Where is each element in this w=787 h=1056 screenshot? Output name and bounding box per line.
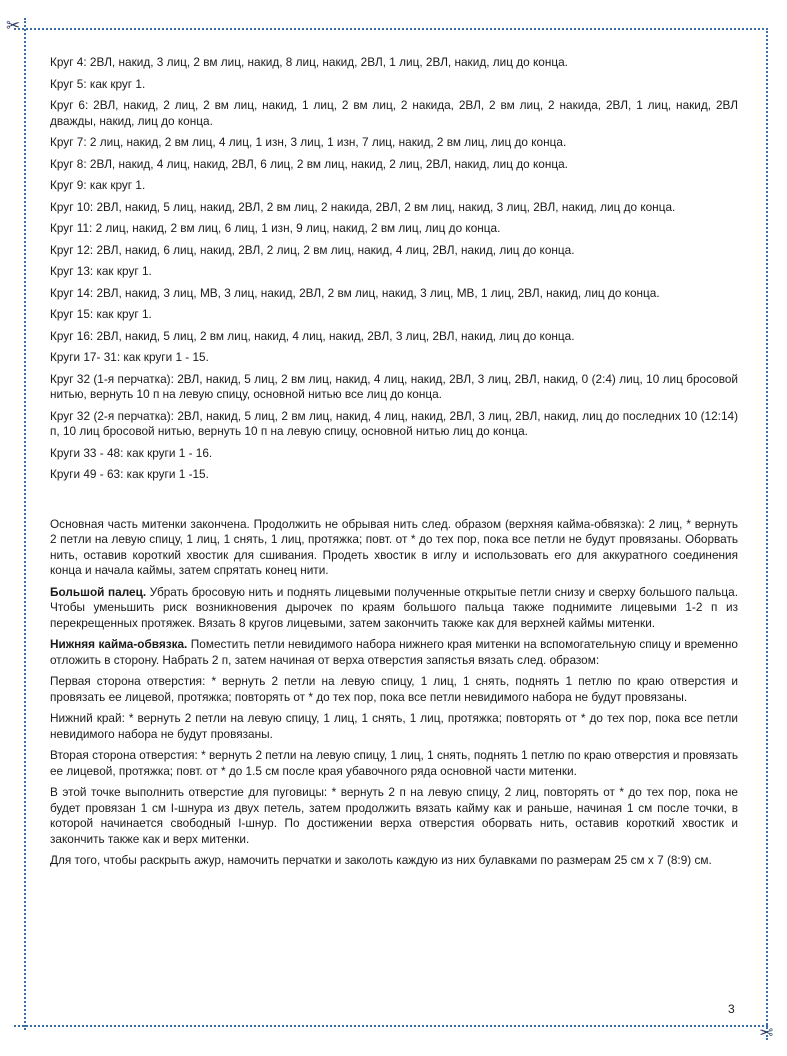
- round-line: Круг 13: как круг 1.: [50, 264, 152, 278]
- round-line: Круги 33 - 48: как круги 1 - 16.: [50, 445, 213, 460]
- round-line: Круг 14: 2ВЛ, накид, 3 лиц, МВ, 3 лиц, накид, 2ВЛ, 2 вм лиц, накид, 3 лиц, МВ, 1 лиц, 2ВЛ, накид, лиц до конца.: [50, 285, 660, 300]
- round-line: Круг 9: как круг 1.: [50, 178, 146, 192]
- button-hole-paragraph: В этой точке выполнить отверстие для пуговицы: * вернуть 2 п на левую спицу, 2 лиц, повторять от * до тех пор, пока не будет провязан 1 см I-шнура из двух петель, затем продолжить вязать кайму как и раньше, начиная 1 см после точки, в которой начинается свободный I-шнур. По достижении верха отверстия оборвать нить, оставив короткий хвостик и закончить также как и верх митенки.: [50, 785, 738, 846]
- spacer: [50, 489, 738, 517]
- scissors-icon: ✂: [759, 1021, 774, 1041]
- document-body: [50, 55, 738, 875]
- dotted-cut-line-top: [14, 28, 768, 30]
- dotted-cut-line-left: [24, 18, 26, 1030]
- scissors-icon: ✂: [6, 16, 21, 36]
- dotted-cut-line-right: [766, 28, 768, 1040]
- round-line: Круг 16: 2ВЛ, накид, 5 лиц, 2 вм лиц, накид, 4 лиц, накид, 2ВЛ, 3 лиц, 2ВЛ, накид, лиц до конца.: [50, 328, 575, 343]
- bottom-edge-text: Поместить петли невидимого набора нижнего края митенки на вспомогательную спицу и временно отложить в сторону. Набрать 2 п, затем начиная от верха отверстия запястья вязать след. образом:: [50, 637, 738, 667]
- first-side-paragraph: Первая сторона отверстия: * вернуть 2 петли на левую спицу, 1 лиц, 1 снять, поднять 1 петлю по краю отверстия и провязать ее лицевой, протяжка; повторять от * до тех пор, пока все петли невидимого набора не будут провязаны.: [50, 674, 738, 704]
- dotted-cut-line-bottom: [14, 1025, 768, 1027]
- bottom-edge-paragraph: [50, 637, 738, 668]
- main-part-paragraph: Основная часть митенки закончена. Продолжить не обрывая нить след. образом (верхняя кайма-обвязка): 2 лиц, * вернуть 2 петли на левую спицу, 1 лиц, 1 снять, 1 лиц, протяжка; повт. от * до тех пор, пока все петли не будут провязаны. Оборвать нить, оставив короткий хвостик для сшивания. Продеть хвостик в иглу и использовать его для аккуратного соединения конца и начала каймы, затем спрятать конец нити.: [50, 516, 738, 577]
- round-line: Круг 12: 2ВЛ, накид, 6 лиц, накид, 2ВЛ, 2 лиц, 2 вм лиц, накид, 4 лиц, 2ВЛ, накид, лиц до конца.: [50, 242, 575, 257]
- round-line: Круг 4: 2ВЛ, накид, 3 лиц, 2 вм лиц, накид, 8 лиц, накид, 2ВЛ, 1 лиц, 2ВЛ, накид, лиц до конца.: [50, 55, 568, 69]
- round-line: Круг 6: 2ВЛ, накид, 2 лиц, 2 вм лиц, накид, 1 лиц, 2 вм лиц, 2 накида, 2ВЛ, 2 вм лиц, 2 накида, 2ВЛ, 1 лиц, накид, 2ВЛ дважды, накид, лиц до конца.: [50, 98, 738, 128]
- page-number: 3: [728, 1002, 735, 1016]
- round-line: Круг 10: 2ВЛ, накид, 5 лиц, накид, 2ВЛ, 2 вм лиц, 2 накида, 2ВЛ, 2 вм лиц, накид, 3 лиц, 2ВЛ, накид, лиц до конца.: [50, 199, 676, 214]
- round-line: Круги 49 - 63: как круги 1 -15.: [50, 467, 209, 481]
- second-side-paragraph: Вторая сторона отверстия: * вернуть 2 петли на левую спицу, 1 лиц, 1 снять, поднять 1 петлю по краю отверстия и провязать ее лицевой, протяжка; повт. от * до 1.5 см после края убавочного ряда основной части митенки.: [50, 748, 739, 778]
- bottom-edge-heading: Нижняя кайма-обвязка.: [50, 637, 188, 651]
- thumb-paragraph: [50, 585, 738, 632]
- round-line: Круг 8: 2ВЛ, накид, 4 лиц, накид, 2ВЛ, 6 лиц, 2 вм лиц, накид, 2 лиц, 2ВЛ, накид, лиц до конца.: [50, 156, 568, 171]
- rounds-list: [50, 55, 738, 483]
- round-line: Круг 11: 2 лиц, накид, 2 вм лиц, 6 лиц, 1 изн, 9 лиц, накид, 2 вм лиц, лиц до конца.: [50, 221, 501, 235]
- round-line: Круг 15: как круг 1.: [50, 307, 152, 321]
- round-line: Круг 32 (2-я перчатка): 2ВЛ, накид, 5 лиц, 2 вм лиц, накид, 4 лиц, накид, 2ВЛ, 3 лиц, 2ВЛ, накид, лиц до последних 10 (12:14) п, 10 лиц бросовой нитью, вернуть 10 п на левую спицу, основной нитью лиц до конца.: [50, 408, 738, 438]
- round-line: Круги 17- 31: как круги 1 - 15.: [50, 350, 209, 364]
- round-line: Круг 5: как круг 1.: [50, 76, 146, 91]
- bottom-side-paragraph: Нижний край: * вернуть 2 петли на левую спицу, 1 лиц, 1 снять, 1 лиц, протяжка; повторять от * до тех пор, пока все петли невидимого набора не будут провязаны.: [50, 711, 738, 741]
- round-line: Круг 32 (1-я перчатка): 2ВЛ, накид, 5 лиц, 2 вм лиц, накид, 4 лиц, накид, 2ВЛ, 3 лиц, 2ВЛ, накид, 0 (2:4) лиц, 10 лиц бросовой нитью, вернуть 10 п на левую спицу, основной нитью все лиц до конца.: [50, 371, 738, 401]
- blocking-paragraph: Для того, чтобы раскрыть ажур, намочить перчатки и заколоть каждую из них булавками по размерам 25 см х 7 (8:9) см.: [50, 853, 712, 867]
- thumb-text: Убрать бросовую нить и поднять лицевыми полученные открытые петли снизу и сверху большого пальца. Чтобы уменьшить риск возникновения дырочек по краям большого пальца также поднимите лицевыми 1-2 п из перекрещенных протяжек. Вязать 8 кругов лицевыми, затем закончить также как для верхней каймы митенки.: [50, 584, 738, 630]
- round-line: Круг 7: 2 лиц, накид, 2 вм лиц, 4 лиц, 1 изн, 3 лиц, 1 изн, 7 лиц, накид, 2 вм лиц, лиц до конца.: [50, 135, 567, 149]
- thumb-heading: Большой палец.: [50, 584, 147, 599]
